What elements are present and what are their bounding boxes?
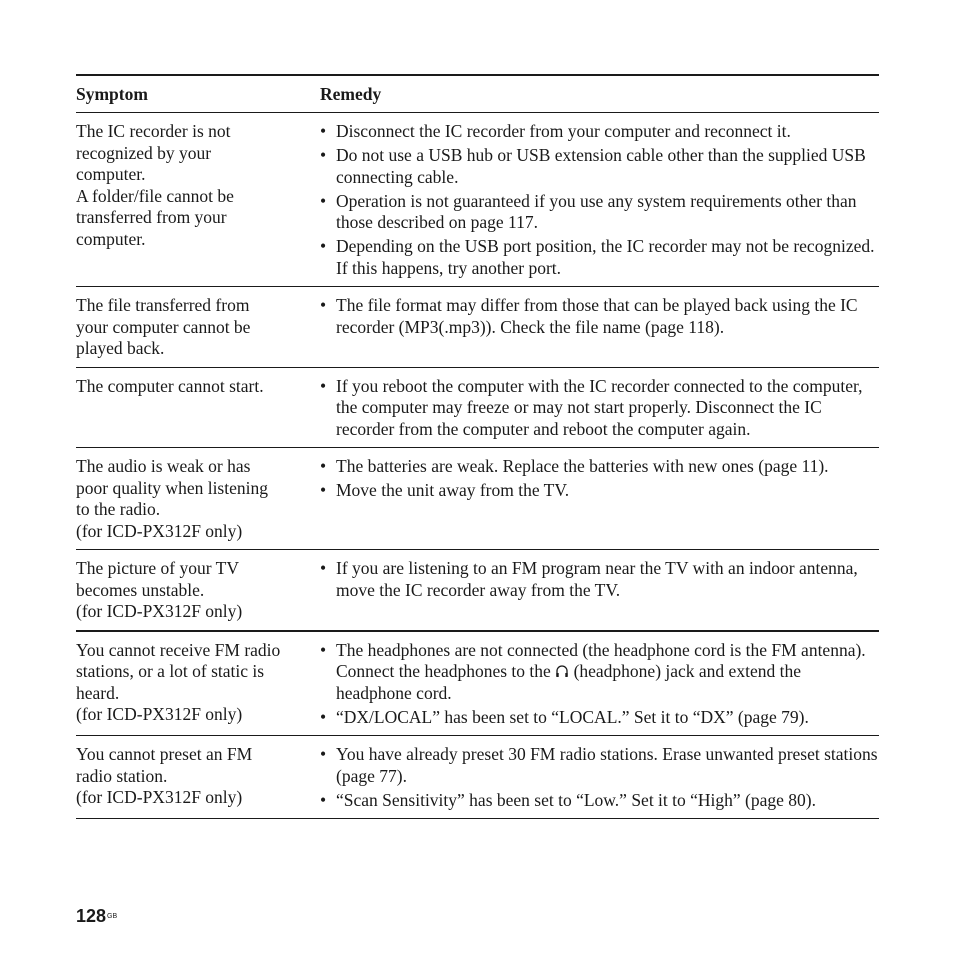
bullet-icon: • xyxy=(320,456,327,476)
symptom-line: radio station. xyxy=(76,765,168,786)
remedy-list xyxy=(320,558,879,601)
remedy-cell xyxy=(320,631,879,736)
symptom-line: (for ICD-PX312F only) xyxy=(76,787,243,807)
symptom-cell xyxy=(76,367,320,448)
symptom-line: The picture of your TV xyxy=(76,558,239,578)
region-code: GB xyxy=(107,913,118,920)
remedy-text: “Scan Sensitivity” has been set to “Low.” Set it to “High” (page 80). xyxy=(336,789,816,810)
remedy-item xyxy=(320,236,879,279)
symptom-cell xyxy=(76,287,320,368)
remedy-list xyxy=(320,744,879,811)
remedy-text: Disconnect the IC recorder from your computer and reconnect it. xyxy=(336,121,791,141)
remedy-list xyxy=(320,376,879,441)
remedy-item xyxy=(320,558,879,601)
table-row xyxy=(76,448,879,550)
remedy-item xyxy=(320,640,879,705)
bullet-icon: • xyxy=(320,480,327,500)
remedy-text: The headphones are not connected (the headphone cord is the FM antenna). Connect the headphones to the (headphone) jack and extend the headphone cord. xyxy=(336,639,866,703)
table-row xyxy=(76,550,879,631)
symptom-line: transferred from your xyxy=(76,207,227,227)
remedy-text: If you reboot the computer with the IC recorder connected to the computer, the computer may freeze or may not start properly. Disconnect the IC recorder from the computer and reboot the computer again. xyxy=(336,375,863,439)
remedy-item xyxy=(320,295,879,338)
remedy-text: Move the unit away from the TV. xyxy=(336,480,570,500)
table-row xyxy=(76,367,879,448)
bullet-icon: • xyxy=(320,744,327,764)
table-header-row xyxy=(76,75,879,113)
remedy-item xyxy=(320,744,879,787)
bullet-icon: • xyxy=(320,639,327,660)
table-body xyxy=(76,113,879,819)
remedy-cell xyxy=(320,287,879,368)
symptom-line: heard. xyxy=(76,682,120,703)
remedy-text: Operation is not guaranteed if you use any system requirements other than those described on page 117. xyxy=(336,190,857,232)
symptom-line: A folder/file cannot be xyxy=(76,185,234,206)
page-number-value: 128 xyxy=(76,906,107,926)
remedy-list xyxy=(320,295,879,338)
symptom-line: played back. xyxy=(76,338,165,358)
symptom-line: becomes unstable. xyxy=(76,579,205,600)
remedy-item xyxy=(320,145,879,188)
symptom-line: The IC recorder is not xyxy=(76,121,231,141)
symptom-cell xyxy=(76,550,320,631)
remedy-item xyxy=(320,790,879,812)
troubleshooting-table xyxy=(76,74,879,819)
symptom-cell xyxy=(76,631,320,736)
symptom-line: You cannot preset an FM xyxy=(76,744,253,764)
bullet-icon: • xyxy=(320,558,327,578)
symptom-line: The file transferred from xyxy=(76,295,250,315)
table-row xyxy=(76,736,879,819)
remedy-text: The batteries are weak. Replace the batteries with new ones (page 11). xyxy=(336,456,829,476)
remedy-item xyxy=(320,121,879,143)
bullet-icon: • xyxy=(320,706,327,727)
bullet-icon: • xyxy=(320,121,327,141)
symptom-line: your computer cannot be xyxy=(76,316,251,337)
symptom-line: The audio is weak or has xyxy=(76,456,251,476)
remedy-text: Do not use a USB hub or USB extension cable other than the supplied USB connecting cable. xyxy=(336,145,866,187)
symptom-cell xyxy=(76,736,320,819)
bullet-icon: • xyxy=(320,789,327,810)
bullet-icon: • xyxy=(320,236,327,256)
remedy-list xyxy=(320,456,879,502)
bullet-icon: • xyxy=(320,295,327,315)
bullet-icon: • xyxy=(320,145,327,165)
remedy-item xyxy=(320,191,879,234)
remedy-text: The file format may differ from those that can be played back using the IC recorder (MP3(.mp3)). Check the file name (page 118). xyxy=(336,295,858,337)
symptom-line: stations, or a lot of static is xyxy=(76,661,265,681)
remedy-item xyxy=(320,480,879,502)
remedy-item xyxy=(320,707,879,729)
symptom-line: (for ICD-PX312F only) xyxy=(76,601,243,621)
remedy-text: You have already preset 30 FM radio stations. Erase unwanted preset stations (page 77). xyxy=(336,744,878,786)
remedy-text: If you are listening to an FM program near the TV with an indoor antenna, move the IC recorder away from the TV. xyxy=(336,558,858,600)
symptom-cell xyxy=(76,448,320,550)
bullet-icon: • xyxy=(320,190,327,211)
symptom-line: The computer cannot start. xyxy=(76,375,264,396)
symptom-cell xyxy=(76,113,320,287)
remedy-cell xyxy=(320,113,879,287)
symptom-line: (for ICD-PX312F only) xyxy=(76,704,243,724)
table-row xyxy=(76,631,879,736)
remedy-column-header: Remedy xyxy=(320,84,382,104)
bullet-icon: • xyxy=(320,375,327,396)
headphone-icon xyxy=(555,662,569,676)
remedy-cell xyxy=(320,550,879,631)
symptom-line: computer. xyxy=(76,228,146,249)
symptom-line: recognized by your xyxy=(76,142,212,163)
remedy-text: Depending on the USB port position, the IC recorder may not be recognized. If this happens, try another port. xyxy=(336,236,875,278)
symptom-line: to the radio. xyxy=(76,499,161,519)
remedy-cell xyxy=(320,448,879,550)
remedy-cell xyxy=(320,367,879,448)
symptom-column-header: Symptom xyxy=(76,84,148,104)
symptom-line: (for ICD-PX312F only) xyxy=(76,520,243,541)
remedy-cell xyxy=(320,736,879,819)
symptom-line: You cannot receive FM radio xyxy=(76,639,281,660)
page-number xyxy=(76,906,117,926)
table-row xyxy=(76,287,879,368)
remedy-list xyxy=(320,640,879,729)
symptom-line: computer. xyxy=(76,164,146,184)
remedy-item xyxy=(320,376,879,441)
remedy-text: “DX/LOCAL” has been set to “LOCAL.” Set it to “DX” (page 79). xyxy=(336,706,809,727)
symptom-line: poor quality when listening xyxy=(76,477,268,498)
remedy-item xyxy=(320,456,879,478)
table-row xyxy=(76,113,879,287)
remedy-list xyxy=(320,121,879,279)
